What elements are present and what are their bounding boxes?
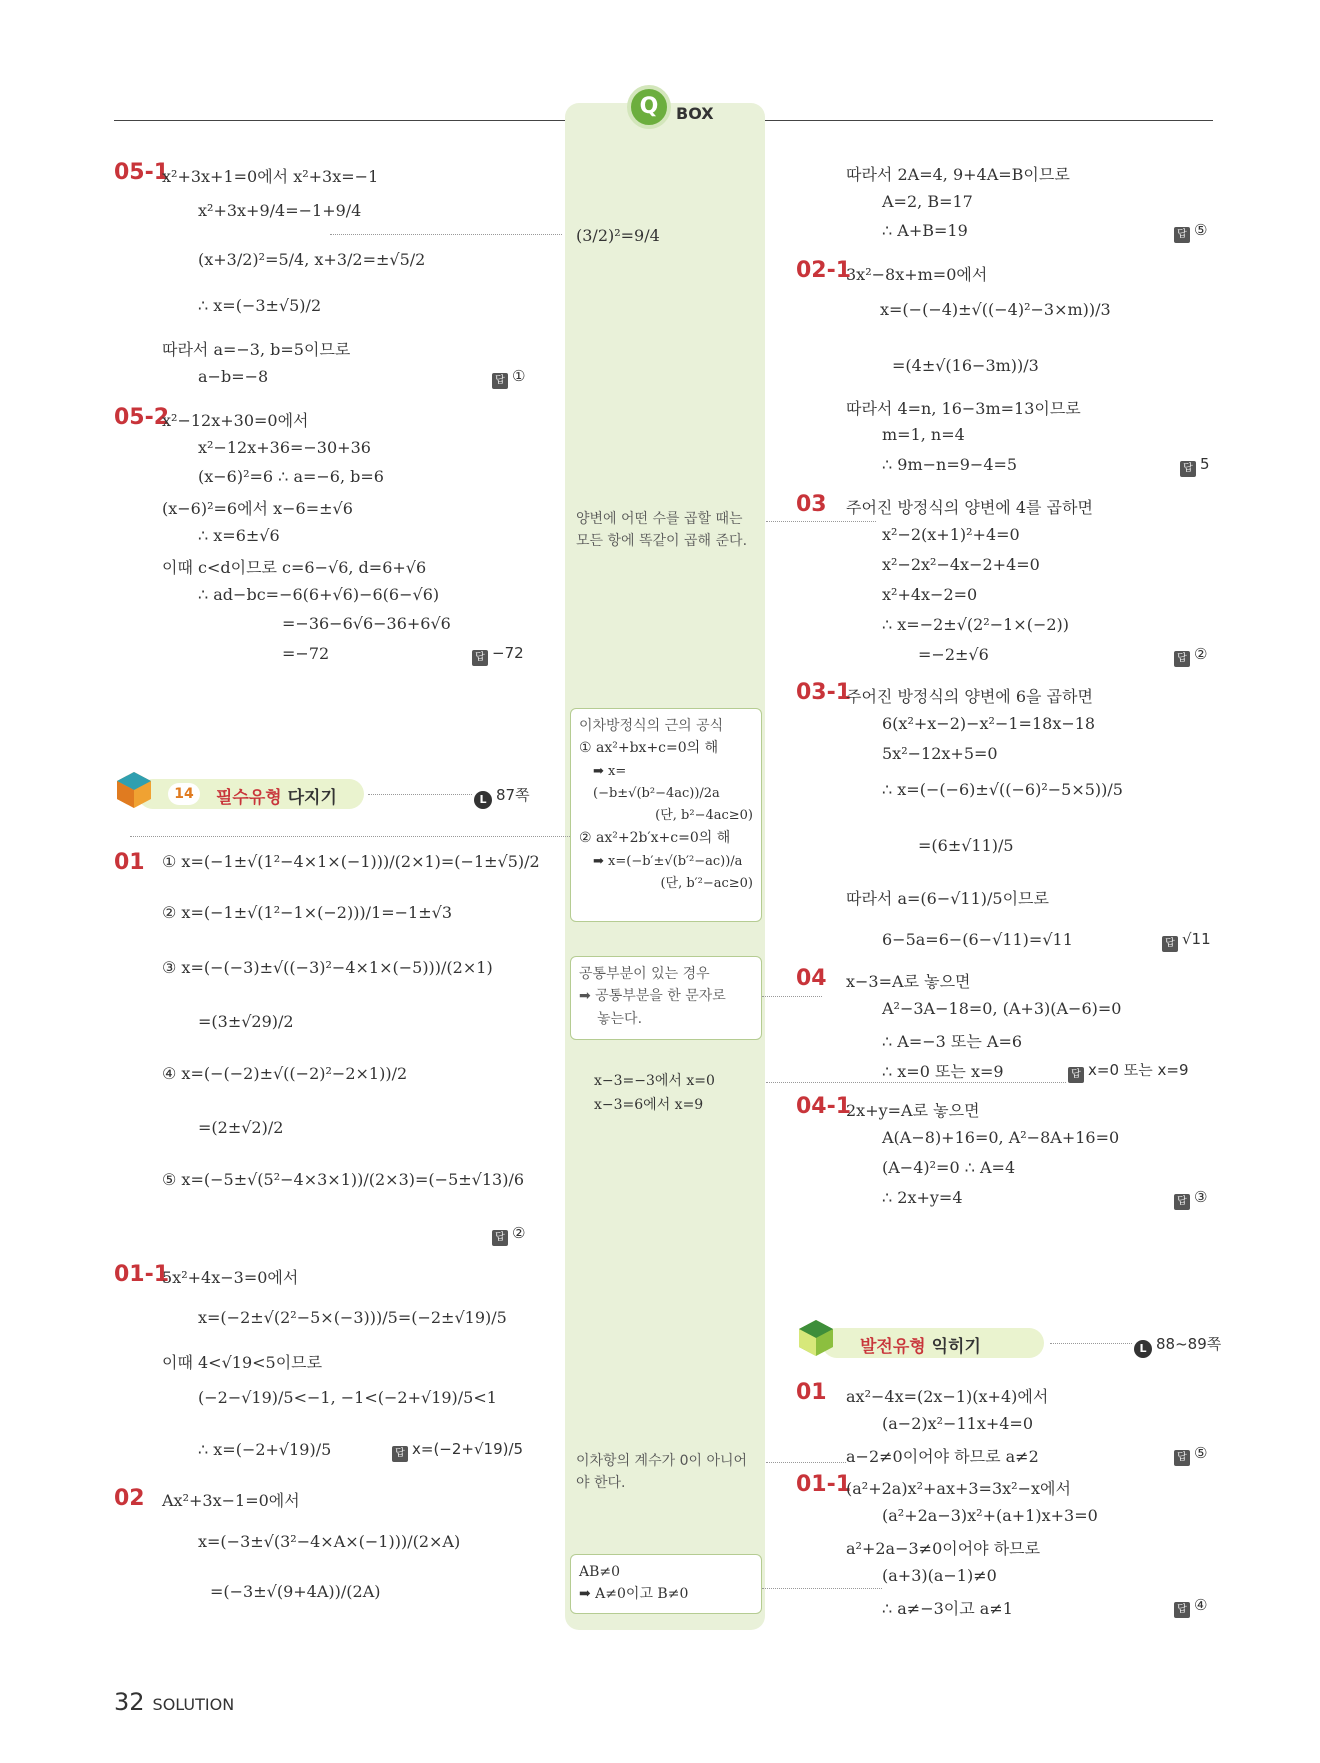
solution-line: =−36−6√6−36+6√6 xyxy=(282,614,451,633)
answer-mark xyxy=(1180,455,1210,477)
answer-icon: 답 xyxy=(1174,1194,1190,1210)
answer-mark xyxy=(1174,1188,1207,1210)
solution-line: =(6±√11)/5 xyxy=(918,836,1014,855)
solution-line: (a²+2a−3)x²+(a+1)x+3=0 xyxy=(882,1506,1098,1525)
solution-line: (−2−√19)/5<−1, −1<(−2+√19)/5<1 xyxy=(198,1388,497,1407)
solution-line: x−3=A로 놓으면 xyxy=(846,972,971,991)
problem-number: 02 xyxy=(114,1486,145,1511)
problem-number: 03-1 xyxy=(796,680,852,705)
solution-line: ∴ 9m−n=9−4=5 xyxy=(882,455,1018,474)
answer-value: ① xyxy=(512,367,526,385)
qbox-note: 이차항의 계수가 0이 아니어야 한다. xyxy=(576,1453,748,1492)
answer-mark xyxy=(1162,930,1211,952)
answer-mark xyxy=(1174,221,1207,243)
qbox-formula-box xyxy=(570,708,762,922)
solution-line: a²+2a−3≠0이어야 하므로 xyxy=(846,1539,1041,1558)
answer-icon: 답 xyxy=(1174,1450,1190,1466)
solution-line: ∴ x=(−2+√19)/5 xyxy=(198,1440,332,1459)
qbox-note-line: ① ax²+bx+c=0의 해 xyxy=(579,740,719,757)
page-reference xyxy=(474,784,530,809)
qbox-note-box xyxy=(570,956,762,1040)
qbox-note-line: ➡ A≠0이고 B≠0 xyxy=(579,1586,689,1603)
dotted-leader xyxy=(762,1588,882,1589)
solution-line: ∴ 2x+y=4 xyxy=(882,1188,963,1207)
answer-icon: 답 xyxy=(1180,461,1196,477)
problem-number: 04-1 xyxy=(796,1094,852,1119)
answer-mark xyxy=(1174,1444,1207,1466)
solution-line: x²+3x+1=0에서 x²+3x=−1 xyxy=(162,167,379,186)
solution-line: a−b=−8 xyxy=(198,367,269,386)
solution-line: ∴ x=0 또는 x=9 xyxy=(882,1062,1004,1081)
solution-line: ∴ x=−2±√(2²−1×(−2)) xyxy=(882,615,1070,634)
solution-line: ax²−4x=(2x−1)(x+4)에서 xyxy=(846,1387,1049,1406)
solution-line: ⑤ x=(−5±√(5²−4×3×1))/(2×3)=(−5±√13)/6 xyxy=(162,1170,525,1189)
section-title xyxy=(216,783,337,808)
answer-icon: 답 xyxy=(472,650,488,666)
hexagon-icon xyxy=(114,770,154,810)
problem-number: 05-2 xyxy=(114,405,170,430)
solution-line: ∴ x=(−(−6)±√((−6)²−5×5))/5 xyxy=(882,780,1123,799)
section-title-sub: 익히기 xyxy=(931,1337,981,1357)
solution-line: 이때 4<√19<5이므로 xyxy=(162,1353,323,1372)
solution-line: 따라서 2A=4, 9+4A=B이므로 xyxy=(846,165,1070,184)
solution-line: =(2±√2)/2 xyxy=(198,1118,284,1137)
page-number: 32 xyxy=(114,1688,145,1716)
solution-line: ∴ a≠−3이고 a≠1 xyxy=(882,1599,1013,1618)
answer-mark xyxy=(492,367,525,389)
answer-icon: 답 xyxy=(1174,651,1190,667)
lesson-icon: L xyxy=(474,791,492,809)
solution-line: =(3±√29)/2 xyxy=(198,1012,294,1031)
answer-icon: 답 xyxy=(1068,1067,1084,1083)
answer-icon: 답 xyxy=(1162,936,1178,952)
page-reference-text: 87쪽 xyxy=(496,786,530,804)
qbox-note: x−3=6에서 x=9 xyxy=(594,1097,704,1113)
qbox-note-line: (단, b²−4ac≥0) xyxy=(655,808,753,824)
problem-number: 03 xyxy=(796,492,827,517)
solution-line: (x+3/2)²=5/4, x+3/2=±√5/2 xyxy=(198,250,426,269)
solution-line: (a²+2a)x²+ax+3=3x²−x에서 xyxy=(846,1479,1071,1498)
qbox-note-line: 놓는다. xyxy=(597,1010,643,1027)
qbox-note-line: ➡ x=(−b±√(b²−4ac))/2a xyxy=(593,764,720,802)
solution-line: x=(−2±√(2²−5×(−3)))/5=(−2±√19)/5 xyxy=(198,1308,507,1327)
dotted-leader xyxy=(130,836,570,837)
lesson-icon: L xyxy=(1134,1340,1152,1358)
qbox-note-box xyxy=(570,1554,762,1614)
solution-line: x²−2(x+1)²+4=0 xyxy=(882,525,1020,544)
problem-number: 01 xyxy=(796,1380,827,1405)
solution-line: (x−6)²=6 ∴ a=−6, b=6 xyxy=(198,467,384,486)
qbox-note-line: 공통부분이 있는 경우 xyxy=(579,966,710,982)
solution-line: (a−2)x²−11x+4=0 xyxy=(882,1414,1034,1433)
solution-line: Ax²+3x−1=0에서 xyxy=(162,1491,300,1510)
dotted-leader xyxy=(368,794,472,795)
dotted-leader xyxy=(330,234,562,235)
solution-line: (x−6)²=6에서 x−6=±√6 xyxy=(162,499,353,518)
solution-line: ④ x=(−(−2)±√((−2)²−2×1))/2 xyxy=(162,1064,408,1083)
answer-icon: 답 xyxy=(1174,1602,1190,1618)
solution-line: ∴ A+B=19 xyxy=(882,221,968,240)
solution-line: 따라서 4=n, 16−3m=13이므로 xyxy=(846,399,1081,418)
solution-line: 5x²−12x+5=0 xyxy=(882,744,998,763)
solution-line: x²−12x+30=0에서 xyxy=(162,411,309,430)
solution-line: 5x²+4x−3=0에서 xyxy=(162,1268,299,1287)
solution-line: (a+3)(a−1)≠0 xyxy=(882,1566,997,1585)
hexagon-icon xyxy=(796,1318,836,1358)
solution-line: ② x=(−1±√(1²−1×(−2)))/1=−1±√3 xyxy=(162,903,453,922)
solution-line: 6−5a=6−(6−√11)=√11 xyxy=(882,930,1073,949)
solution-line: 주어진 방정식의 양변에 6을 곱하면 xyxy=(846,687,1093,706)
answer-icon: 답 xyxy=(1174,227,1190,243)
solution-line: ∴ x=(−3±√5)/2 xyxy=(198,296,322,315)
qbox-note: 양변에 어떤 수를 곱할 때는 모든 항에 똑같이 곱해 준다. xyxy=(576,511,748,550)
solution-line: ∴ ad−bc=−6(6+√6)−6(6−√6) xyxy=(198,585,440,604)
problem-number: 04 xyxy=(796,966,827,991)
qbox-note: (3/2)²=9/4 xyxy=(576,226,660,245)
solution-line: x=(−3±√(3²−4×A×(−1)))/(2×A) xyxy=(198,1532,461,1551)
section-title-sub: 다지기 xyxy=(287,788,337,808)
solution-line: A(A−8)+16=0, A²−8A+16=0 xyxy=(882,1128,1120,1147)
answer-icon: 답 xyxy=(492,1230,508,1246)
qbox-note-line: AB≠0 xyxy=(579,1564,621,1580)
answer-value: √11 xyxy=(1182,930,1211,948)
page-reference xyxy=(1134,1333,1221,1358)
solution-line: 이때 c<d이므로 c=6−√6, d=6+√6 xyxy=(162,558,427,577)
dotted-leader xyxy=(766,1462,846,1463)
answer-value: x=0 또는 x=9 xyxy=(1088,1061,1189,1079)
answer-value: 5 xyxy=(1200,455,1210,473)
dotted-leader xyxy=(1050,1343,1132,1344)
problem-number: 02-1 xyxy=(796,258,852,283)
solution-line: ③ x=(−(−3)±√((−3)²−4×1×(−5)))/(2×1) xyxy=(162,958,493,977)
problem-number: 01-1 xyxy=(114,1262,170,1287)
solution-line: m=1, n=4 xyxy=(882,425,965,444)
answer-value: ④ xyxy=(1194,1596,1208,1614)
solution-line: (A−4)²=0 ∴ A=4 xyxy=(882,1158,1016,1177)
qbox-badge: Q xyxy=(627,85,671,129)
answer-mark xyxy=(392,1440,523,1462)
solution-line: x²+4x−2=0 xyxy=(882,585,978,604)
solution-line: x²−12x+36=−30+36 xyxy=(198,438,371,457)
solution-line: =(4±√(16−3m))/3 xyxy=(892,356,1039,375)
solution-line: 따라서 a=−3, b=5이므로 xyxy=(162,340,351,359)
solution-line: 따라서 a=(6−√11)/5이므로 xyxy=(846,889,1049,908)
solution-line: a−2≠0이어야 하므로 a≠2 xyxy=(846,1447,1039,1466)
answer-value: ② xyxy=(512,1224,526,1242)
qbox-note-line: 이차방정식의 근의 공식 xyxy=(579,718,724,734)
qbox-note-line: ➡ 공통부분을 한 문자로 xyxy=(579,988,726,1005)
solution-line: ∴ x=6±√6 xyxy=(198,526,280,545)
answer-value: ② xyxy=(1194,645,1208,663)
section-number: 14 xyxy=(168,783,200,805)
answer-value: ⑤ xyxy=(1194,221,1208,239)
qbox-label: BOX xyxy=(676,104,714,123)
answer-icon: 답 xyxy=(492,373,508,389)
page-reference-text: 88~89쪽 xyxy=(1156,1335,1222,1353)
qbox-note: x−3=−3에서 x=0 xyxy=(594,1073,715,1089)
solution-line: x=(−(−4)±√((−4)²−3×m))/3 xyxy=(880,300,1111,319)
answer-value: −72 xyxy=(492,644,524,662)
solution-line: ① x=(−1±√(1²−4×1×(−1)))/(2×1)=(−1±√5)/2 xyxy=(162,852,540,871)
solution-line: A²−3A−18=0, (A+3)(A−6)=0 xyxy=(882,999,1122,1018)
dotted-leader xyxy=(762,996,822,997)
answer-mark xyxy=(1068,1059,1189,1083)
answer-icon: 답 xyxy=(392,1446,408,1462)
problem-number: 05-1 xyxy=(114,160,170,185)
solution-line: 6(x²+x−2)−x²−1=18x−18 xyxy=(882,714,1096,733)
solution-line: 3x²−8x+m=0에서 xyxy=(846,265,988,284)
solution-line: =(−3±√(9+4A))/(2A) xyxy=(210,1582,381,1601)
dotted-leader xyxy=(766,521,876,522)
footer-label: SOLUTION xyxy=(152,1695,235,1714)
dotted-leader xyxy=(766,1082,1066,1083)
section-title xyxy=(860,1332,981,1357)
solution-line: A=2, B=17 xyxy=(882,192,973,211)
solution-line: x²+3x+9/4=−1+9/4 xyxy=(198,201,362,220)
answer-mark xyxy=(472,644,524,666)
qbox-note-line: ② ax²+2b′x+c=0의 해 xyxy=(579,830,731,847)
page-footer xyxy=(114,1688,234,1716)
section-title-main: 발전유형 xyxy=(860,1337,926,1357)
solution-line: 2x+y=A로 놓으면 xyxy=(846,1101,980,1120)
solution-line: x²−2x²−4x−2+4=0 xyxy=(882,555,1040,574)
solution-line: ∴ A=−3 또는 A=6 xyxy=(882,1032,1023,1051)
qbox-note-line: ➡ x=(−b′±√(b′²−ac))/a xyxy=(593,854,743,870)
answer-value: ⑤ xyxy=(1194,1444,1208,1462)
answer-value: ③ xyxy=(1194,1188,1208,1206)
solution-line: 주어진 방정식의 양변에 4를 곱하면 xyxy=(846,498,1093,517)
problem-number: 01-1 xyxy=(796,1472,852,1497)
solution-line: =−2±√6 xyxy=(918,645,989,664)
solution-line: =−72 xyxy=(282,644,330,663)
answer-mark xyxy=(492,1224,525,1246)
section-title-main: 필수유형 xyxy=(216,788,282,808)
answer-mark xyxy=(1174,645,1207,667)
answer-mark xyxy=(1174,1596,1207,1618)
problem-number: 01 xyxy=(114,850,145,875)
qbox-note-line: (단, b′²−ac≥0) xyxy=(660,876,753,892)
answer-value: x=(−2+√19)/5 xyxy=(412,1440,524,1458)
